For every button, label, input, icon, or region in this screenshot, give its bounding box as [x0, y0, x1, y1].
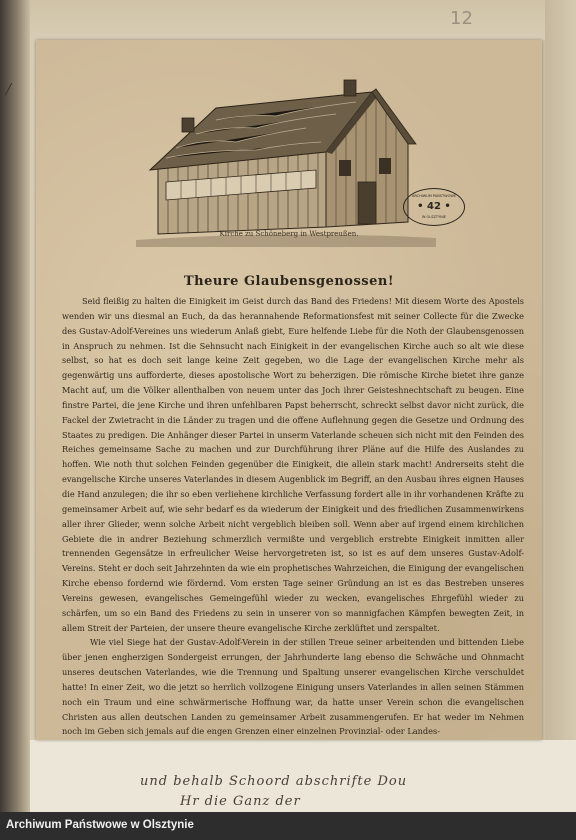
archive-stamp	[403, 188, 465, 226]
stamp-top-text: ARCHIWUM PAŃSTWOWE	[411, 194, 457, 198]
underlying-page-top	[30, 0, 576, 40]
archive-label: Archiwum Państwowe w Olsztynie	[6, 819, 194, 831]
binding-edge	[0, 0, 30, 812]
illustration-caption: Kirche zu Schöneberg in Westpreußen.	[219, 230, 359, 238]
article-paragraph-2: Wie viel Siege hat der Gustav-Adolf-Verein in der stillen Treue seiner arbeitenden und bittenden Liebe über jenen engherzigen Sondergeist errungen, der Jahrhunderte lang ebenso die Schwäche und Ohnmacht unseres deutschen Vaterlandes, wie die Trennung und Spaltung unserer evangelischen Kirche verschuldet hatte! In einer Zeit, wo die jetzt so herrlich vollzogene Einigung unsers Vaterlandes in allen seinen Stämmen noch ein Traum und eine schwärmerische Hoffnung war, da hatte unser Verein schon die evangelischen Christen aus allen deutschen Landen zu gemeinsamer Arbeit zusammengerufen. Er hat weder im Nehmen noch im Geben sich jemals auf die engen Grenzen einer einzelnen Provinzial- oder Landes-	[62, 637, 524, 737]
pencil-page-number-top: 12	[450, 8, 473, 29]
archive-footer-bar	[0, 812, 576, 840]
printed-leaflet-page	[36, 40, 542, 740]
underlying-page-right	[545, 0, 576, 812]
stamp-bottom-text: W OLSZTYNIE	[421, 215, 447, 219]
church-illustration	[136, 62, 436, 247]
handwriting-line-2: Hr die Ganz der	[180, 794, 301, 809]
article-title: Theure Glaubensgenossen!	[183, 274, 395, 289]
handwritten-page	[30, 740, 576, 812]
article-body	[62, 294, 524, 739]
stamp-number: • 42 •	[417, 201, 451, 212]
pencil-marks-left: /	[6, 80, 12, 98]
article-paragraph-1: Seid fleißig zu halten die Einigkeit im Geist durch das Band des Friedens! Mit diesem Worte des Apostels wenden wir uns diesmal an Euch, da das herannahende Reformationsfest mit seiner Collecte für die Zwecke des Gustav-Adolf-Vereines uns wiederum Anlaß giebt, Eure helfende Liebe für die Noth der Glaubensgenossen in Anspruch zu nehmen. Ist die Sehnsucht nach Einigkeit in der evangelischen Kirche auch so alt wie diese selbst, so hat es doch seit lange keine Zeit gegeben, wo die Lage der evangelischen Kirche mehr als gegenwärtig uns aufforderte, dieses apostolische Wort zu beherzigen. Die römische Kirche bietet ihre ganze Macht auf, um die Völker allenthalben von neuem unter das Joch ihrer Geisteshnechtschaft zu beugen. Eine finstre Partei, die jene Kirche und ihren unfehlbaren Papst beherrscht, schreckt selbst davor nicht zurück, die Fackel der Zwietracht in die Länder zu tragen und die offene Auflehnung gegen die Gesetze und Ordnung des Staates zu predigen. Die Anhänger dieser Partei in unserm Vaterlande scheuen sich nicht mit den Feinden des Reiches gemeinsame Sache zu machen und zur Durchführung ihrer Pläne auf die Hilfe des Auslandes zu hoffen. Wie noth thut solchen Feinden gegenüber die Einigkeit, die allein stark macht! Andrerseits steht die evangelische Kirche unseres Vaterlandes in diesem Augenblick im Begriff, an den Ausbau ihres eignen Hauses die Hand anzulegen; die ihr so eben verliehene kirchliche Verfassung fordert alle in ihr vorhandenen Kräfte zu gemeinsamer Arbeit auf, wie sehr bedarf es da wiederum der Einigkeit und des friedlichen Zusammenwirkens aller ihrer Glieder, wenn solche Arbeit nicht vergeblich bleiben soll. Wenn aber auf irgend einem kirchlichen Gebiete die in andrer Beziehung schmerzlich vermißte und vergeblich erstrebte Einigkeit inmitten aller trennenden Gegensätze in erfreulicher Weise hervorgetreten ist, so ist es auf dem unseres Gustav-Adolf-Vereins. Steht er doch seit Jahrzehnten da wie ein prophetisches Wahrzeichen, die Einigung der evangelischen Kirche ebenso fordernd wie fördernd. Vom ersten Tage seiner Gründung an ist es das Bestreben unseres Vereins gewesen, evangelisches Gemeingefühl wieder zu wecken, evangelisches Ehrgefühl wieder zu schärfen, um so ein Band des Friedens zu sein in unserer von so mannigfachen Kämpfen bewegten Zeit, in allem Streit der Parteien, der unsere theure evangelische Kirche zerklüftet und zerspaltet.	[62, 296, 524, 633]
handwriting-line-1: und behalb Schoord abschrifte Dou	[140, 774, 408, 789]
